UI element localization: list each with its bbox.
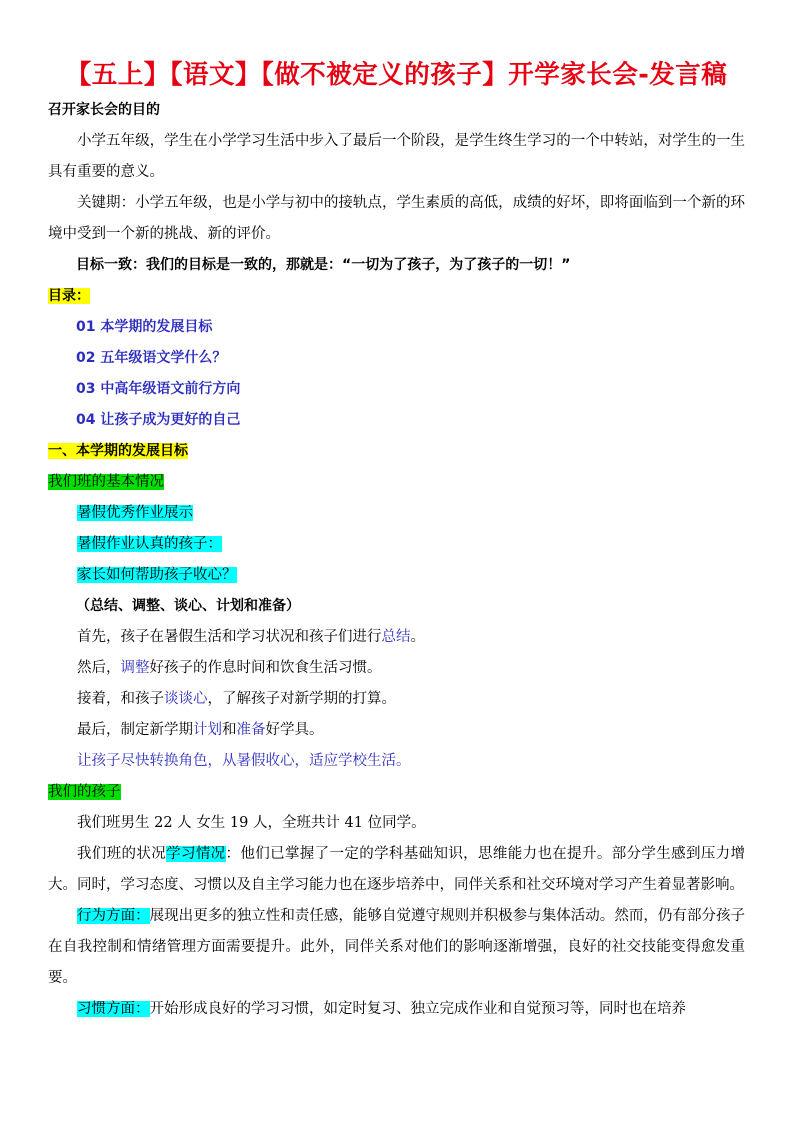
step-2-end: 好孩子的作息时间和饮食生活习惯。 [149,660,382,676]
behavior-paragraph [48,901,745,994]
sub-item-2-label: 暑假作业认真的孩子： [77,536,222,552]
section-1-heading [48,436,745,467]
summary-line: 让孩子尽快转换角色，从暑假收心，适应学校生活。 [77,753,411,769]
step-4 [48,715,745,746]
sub-item-3 [48,560,745,591]
behavior-label: 行为方面： [77,908,150,924]
step-2 [48,653,745,684]
step-1-keyword: 总结 [381,629,411,645]
tips-heading: （总结、调整、谈心、计划和准备） [76,598,300,614]
goal-statement: 目标一致：我们的目标是一致的，那就是：“一切为了孩子，为了孩子的一切！” [76,257,571,273]
section-1-label: 一、本学期的发展目标 [48,443,188,459]
study-text: ：他们已掌握了一定的学科基础知识，思维能力也在提升。部分学生感到压力增大。同时，学习态度、习惯以及自主学习能力也在逐步培养中，同伴关系和社交环境对学习产生着显著影响。 [48,846,746,893]
step-4-and: 和 [222,722,237,738]
purpose-heading: 召开家长会的目的 [48,102,160,118]
step-1-end: 。 [410,629,425,645]
step-4-keyword-prepare: 准备 [236,722,266,738]
study-prefix: 我们班的状况 [77,846,167,862]
habit-paragraph [48,994,745,1025]
step-3-end: ，了解孩子对新学期的打算。 [207,691,396,707]
class-basic-label: 我们班的基本情况 [48,474,164,490]
step-3 [48,684,745,715]
habit-text: 开始形成良好的学习习惯，如定时复习、独立完成作业和自觉预习等，同时也在培养 [149,1001,686,1017]
step-1-text: 首先，孩子在暑假生活和学习状况和孩子们进行 [77,629,382,645]
toc-heading [48,281,745,312]
step-2-text: 然后， [77,660,121,676]
study-label: 学习情况 [166,846,226,862]
step-4-text: 最后，制定新学期 [77,722,193,738]
our-kids-heading [48,777,745,808]
toc-label: 目录： [48,288,90,304]
toc-item-3[interactable]: 03 中高年级语文前行方向 [76,381,241,397]
step-4-keyword-plan: 计划 [193,722,222,738]
intro-paragraph: 小学五年级，学生在小学学习生活中步入了最后一个阶段，是学生终生学习的一个中转站，对学生的一生具有重要的意义。 [48,133,745,180]
toc-item-4[interactable]: 04 让孩子成为更好的自己 [76,412,241,428]
key-period-paragraph: 关键期：小学五年级，也是小学与初中的接轨点，学生素质的高低，成绩的好坏，即将面临到一个新的环境中受到一个新的挑战、新的评价。 [48,195,745,242]
step-3-text: 接着，和孩子 [77,691,164,707]
study-paragraph [48,839,745,901]
habit-label: 习惯方面： [77,1001,150,1017]
step-3-keyword: 谈谈心 [164,691,208,707]
step-2-keyword: 调整 [120,660,150,676]
sub-item-2 [48,529,745,560]
page-title: 【五上】【语文】【做不被定义的孩子】开学家长会-发言稿 [65,60,728,90]
class-basic-heading [48,467,745,498]
step-4-end: 好学具。 [265,722,324,738]
behavior-text: 展现出更多的独立性和责任感，能够自觉遵守规则并积极参与集体活动。然而，仍有部分孩子在自我控制和情绪管理方面需要提升。此外，同伴关系对他们的影响逐渐增强，良好的社交技能变得愈发重要。 [48,908,746,986]
class-stats: 我们班男生 22 人 女生 19 人，全班共计 41 位同学。 [77,815,426,831]
step-1 [48,622,745,653]
sub-item-1-label: 暑假优秀作业展示 [77,505,193,521]
our-kids-label: 我们的孩子 [48,784,121,800]
sub-item-3-label: 家长如何帮助孩子收心？ [77,567,237,583]
toc-item-2[interactable]: 02 五年级语文学什么？ [76,350,227,366]
sub-item-1 [48,498,745,529]
toc-item-1[interactable]: 01 本学期的发展目标 [76,319,213,335]
